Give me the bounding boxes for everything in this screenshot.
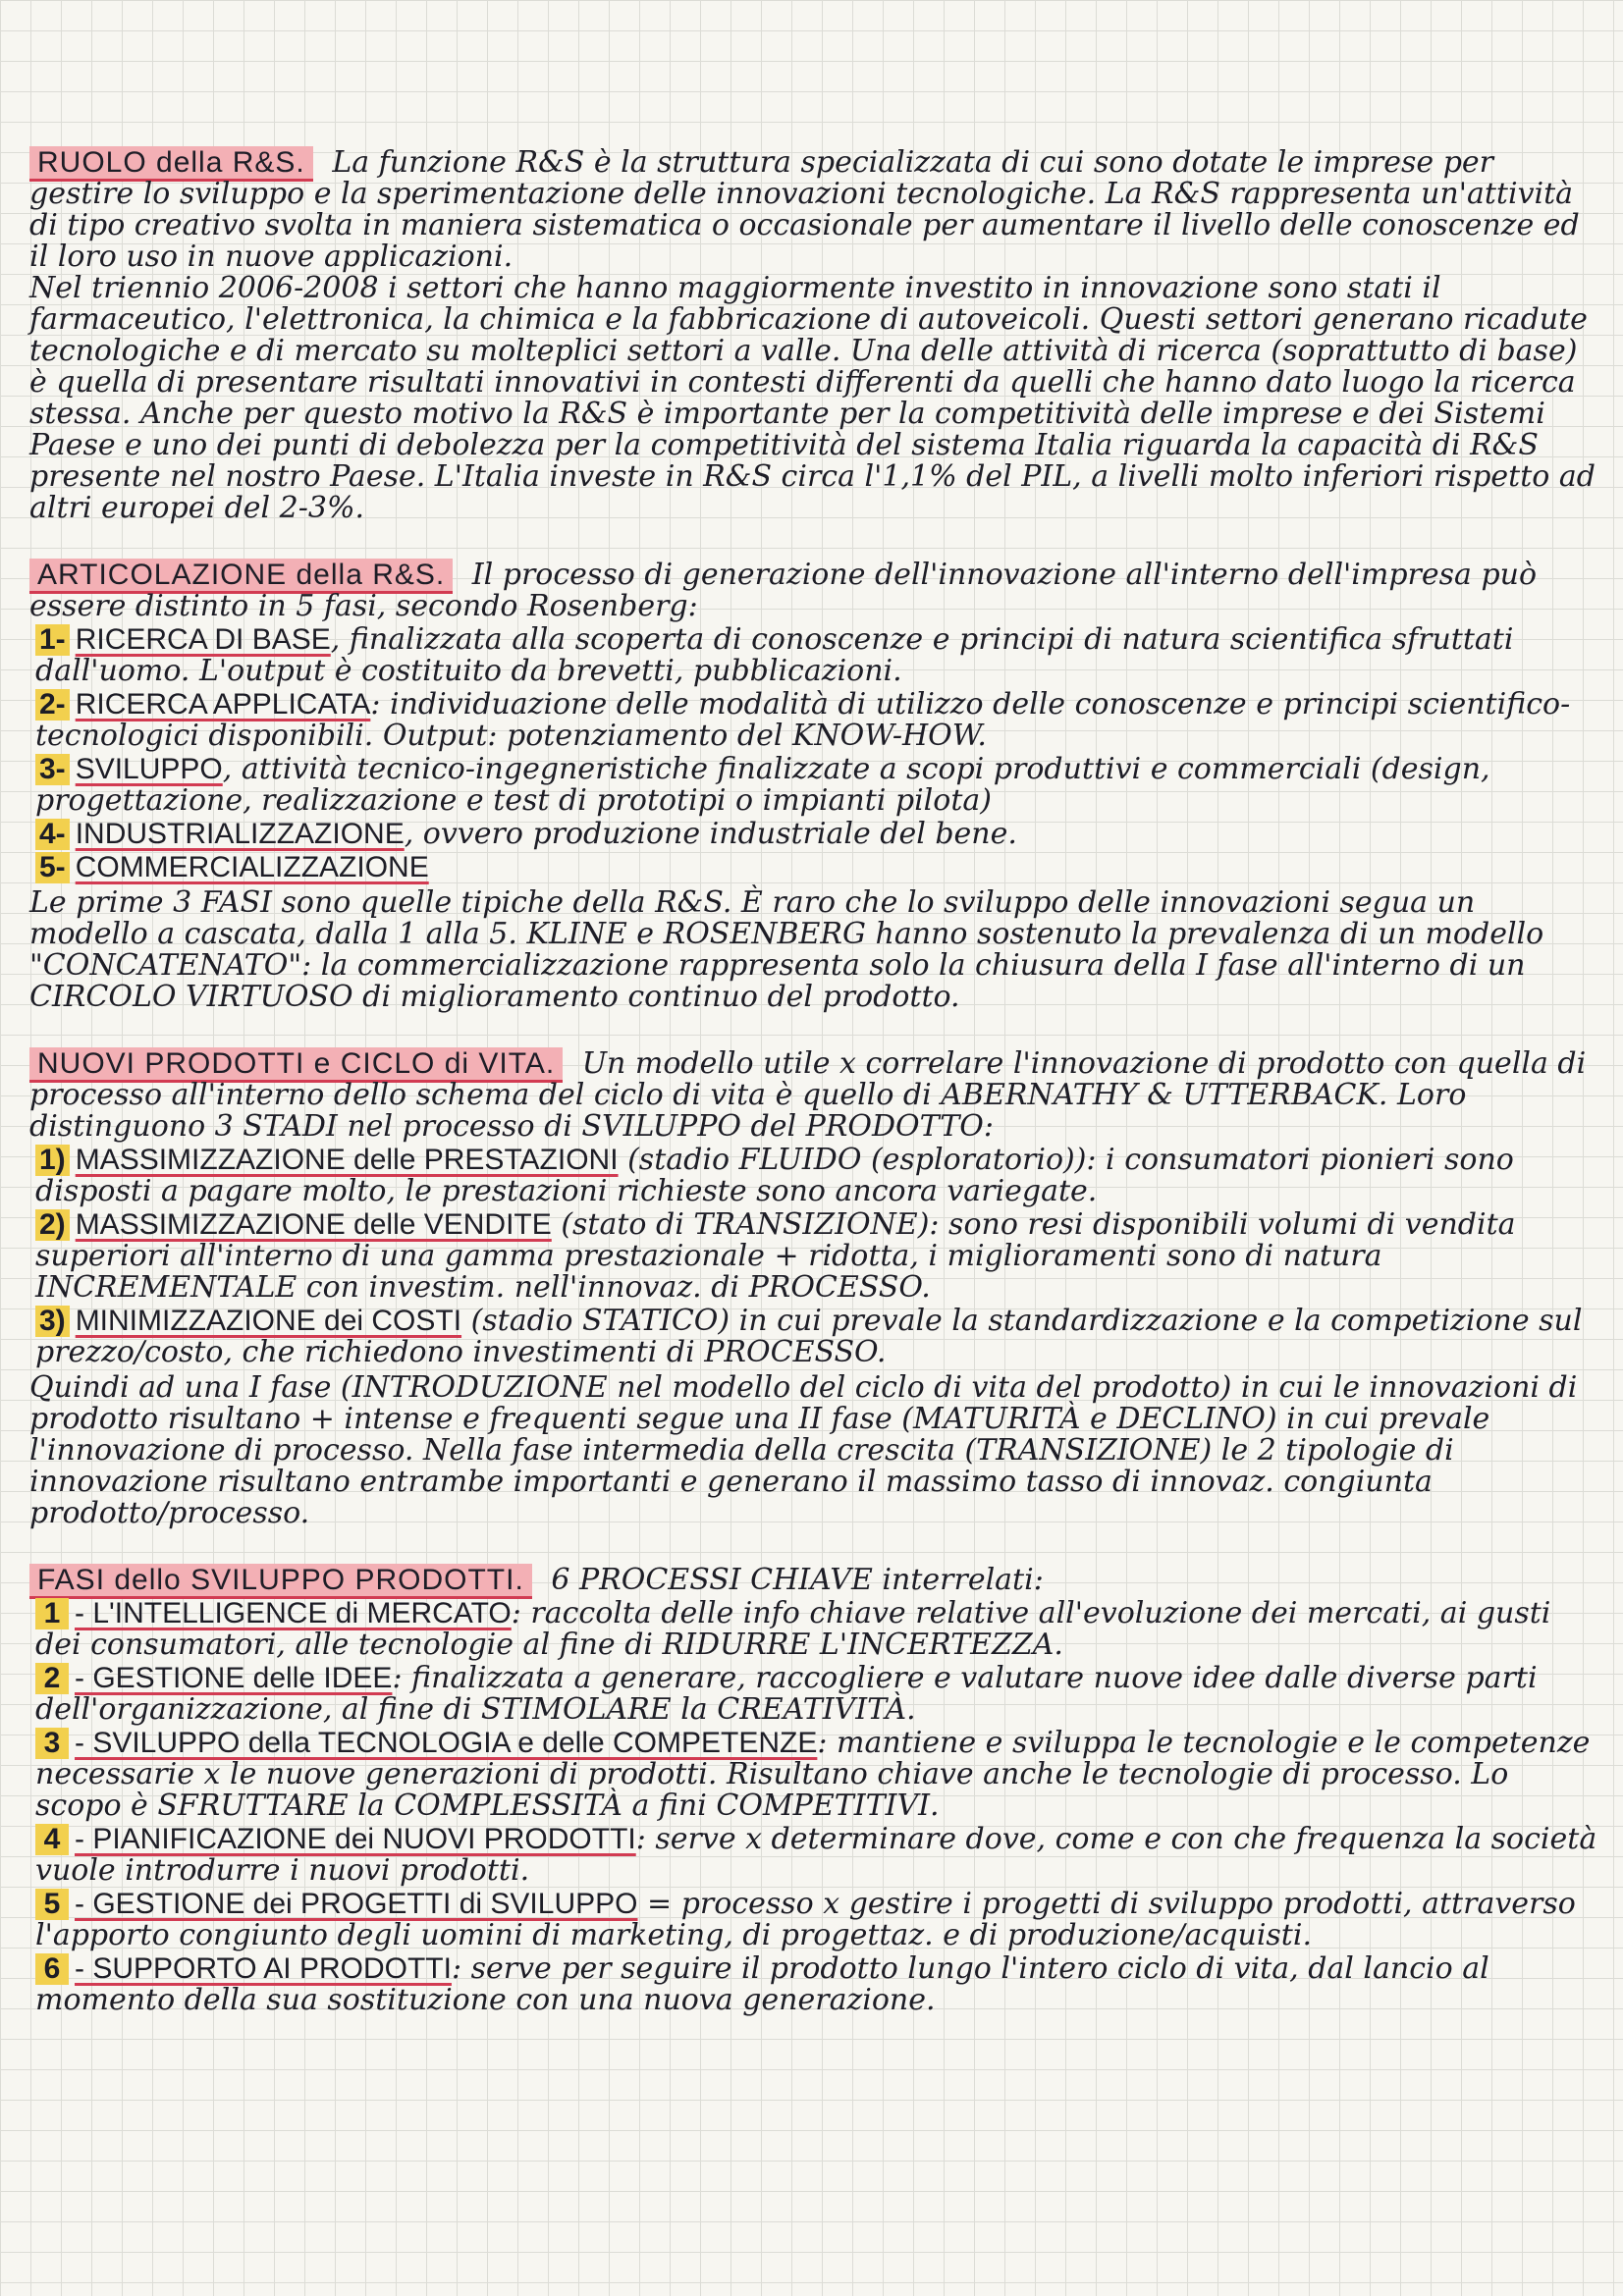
item-number: 2) [35, 1209, 70, 1241]
item-text: , finalizzata alla scoperta di conoscenze e principi di natura scientifica sfruttati dall'uomo. L'output è costituito da brevetti, pubblicazioni. [35, 622, 1514, 688]
section-nuovi-prodotti [29, 1048, 1600, 1529]
item-text: (stadio FLUIDO (esploratorio)): i consumatori pionieri sono disposti a pagare molto, le prestazioni richieste sono ancora variegate. [35, 1143, 1514, 1208]
item-label: RICERCA DI BASE [75, 623, 331, 656]
item-text: (stato di TRANSIZIONE): sono resi disponibili volumi di vendita superiori all'interno di una gamma prestazionale + ridotta, i miglioramenti sono di natura INCREMENTALE con investim. nell'innovaz. di PROCESSO. [35, 1207, 1516, 1305]
item-text: , ovvero produzione industriale del bene. [404, 817, 1017, 851]
list-item [29, 1598, 1600, 1661]
item-number: 5 [35, 1889, 69, 1920]
item-text: : serve x determinare dove, come e con che frequenza la società vuole introdurre i nuovi prodotti. [35, 1822, 1597, 1888]
list-item [29, 754, 1600, 817]
item-label: - GESTIONE delle IDEE [75, 1662, 393, 1694]
paragraph: 6 PROCESSI CHIAVE interrelati: [551, 1563, 1044, 1597]
item-number: 2- [35, 689, 70, 721]
item-text: , attività tecnico-ingegneristiche finalizzate a scopi produttivi e commerciali (design, progettazione, realizzazione e test di prototipi o impianti pilota) [35, 752, 1490, 818]
item-text: : finalizzata a generare, raccogliere e valutare nuove idee dalle diverse parti dell'organizzazione, al fine di STIMOLARE la CREATIVITÀ. [35, 1661, 1538, 1727]
item-label: SVILUPPO [75, 753, 223, 785]
item-number: 1 [35, 1598, 69, 1629]
section-title: ARTICOLAZIONE della R&S. [29, 559, 453, 594]
list-item [29, 1663, 1600, 1726]
item-label: INDUSTRIALIZZAZIONE [75, 818, 405, 850]
item-label: COMMERCIALIZZAZIONE [75, 851, 429, 883]
list-item [29, 1889, 1600, 1951]
item-text: : mantiene e sviluppa le tecnologie e le competenze necessarie x le nuove generazioni di prodotti. Risultano chiave anche le tecnologie di processo. Lo scopo è SFRUTTARE la COMPLESSITÀ a fini COMPETITIVI. [35, 1726, 1591, 1823]
item-label: MINIMIZZAZIONE dei COSTI [75, 1305, 462, 1337]
item-label: MASSIMIZZAZIONE delle VENDITE [75, 1208, 552, 1241]
list-item [29, 1953, 1600, 2016]
item-text: = processo x gestire i progetti di sviluppo prodotti, attraverso l'apporto congiunto degli uomini di marketing, di progettaz. e di produzione/acquisti. [35, 1887, 1576, 1952]
item-number: 6 [35, 1953, 69, 1985]
section-title: RUOLO della R&S. [29, 146, 313, 182]
list-item [29, 624, 1600, 687]
notes-page [29, 147, 1600, 2052]
list-item [29, 1306, 1600, 1368]
item-label: - SVILUPPO della TECNOLOGIA e delle COMPETENZE [75, 1727, 818, 1759]
item-label: - L'INTELLIGENCE di MERCATO [75, 1597, 512, 1629]
item-label: RICERCA APPLICATA [75, 688, 371, 721]
list-item [29, 1145, 1600, 1207]
item-number: 4- [35, 819, 70, 850]
list-item [29, 1728, 1600, 1822]
item-number: 3- [35, 754, 70, 785]
item-text: : serve per seguire il prodotto lungo l'intero ciclo di vita, dal lancio al momento della sua sostituzione con una nuova generazione. [35, 1951, 1489, 2017]
paragraph: Le prime 3 FASI sono quelle tipiche della R&S. È raro che lo sviluppo delle innovazioni segua un modello a cascata, dalla 1 alla 5. KLINE e ROSENBERG hanno sostenuto la prevalenza di un modello "CONCATENATO": la commercializzazione rappresenta solo la chiusura della I fase all'interno di un CIRCOLO VIRTUOSO di miglioramento continuo del prodotto. [29, 885, 1544, 1014]
section-title: NUOVI PRODOTTI e CICLO di VITA. [29, 1047, 563, 1083]
section-title: FASI dello SVILUPPO PRODOTTI. [29, 1564, 532, 1599]
list-item [29, 689, 1600, 752]
item-number: 3 [35, 1728, 69, 1759]
section-fasi-sviluppo [29, 1565, 1600, 2016]
list-item [29, 1209, 1600, 1304]
list-item [29, 852, 1600, 883]
section-articolazione [29, 560, 1600, 1013]
item-number: 3) [35, 1306, 70, 1337]
item-number: 5- [35, 852, 70, 883]
paragraph: Un modello utile x correlare l'innovazione di prodotto con quella di processo all'interno dello schema del ciclo di vita è quello di ABERNATHY & UTTERBACK. Loro distinguono 3 STADI nel processo di SVILUPPO del PRODOTTO: [29, 1046, 1587, 1144]
item-text: : raccolta delle info chiave relative all'evoluzione dei mercati, ai gusti dei consumatori, alle tecnologie al fine di RIDURRE L'INCERTEZZA. [35, 1596, 1551, 1662]
paragraph: Quindi ad una I fase (INTRODUZIONE nel modello del ciclo di vita del prodotto) in cui le innovazioni di prodotto risultano + intense e frequenti segue una II fase (MATURITÀ e DECLINO) in cui prevale l'innovazione di processo. Nella fase intermedia della crescita (TRANSIZIONE) le 2 tipologie di innovazione risultano entrambe importanti e generano il massimo tasso di innovaz. congiunta prodotto/processo. [29, 1370, 1578, 1530]
item-number: 4 [35, 1824, 69, 1855]
item-label: - PIANIFICAZIONE dei NUOVI PRODOTTI [75, 1823, 636, 1855]
item-number: 1) [35, 1145, 70, 1176]
item-label: - SUPPORTO AI PRODOTTI [75, 1952, 452, 1985]
item-text: (stadio STATICO) in cui prevale la standardizzazione e la competizione sul prezzo/costo, che richiedono investimenti di PROCESSO. [35, 1304, 1583, 1369]
paragraph: Nel triennio 2006-2008 i settori che hanno maggiormente investito in innovazione sono stati il farmaceutico, l'elettronica, la chimica e la fabbricazione di autoveicoli. Questi settori generano ricadute tecnologiche e di mercato su molteplici settori a valle. Una delle attività di ricerca (soprattutto di base) è quella di presentare risultati innovativi in contesti differenti da quelli che hanno dato luogo la ricerca stessa. Anche per questo motivo la R&S è importante per la competitività delle imprese e dei Sistemi Paese e uno dei punti di debolezza per la competitività del sistema Italia riguarda la capacità di R&S presente nel nostro Paese. L'Italia investe in R&S circa l'1,1% del PIL, a livelli molto inferiori rispetto ad altri europei del 2-3%. [29, 271, 1596, 525]
paragraph: La funzione R&S è la struttura specializzata di cui sono dotate le imprese per gestire lo sviluppo e la sperimentazione delle innovazioni tecnologiche. La R&S rappresenta un'attività di tipo creativo svolta in maniera sistematica o occasionale per aumentare il livello delle conoscenze ed il loro uso in nuove applicazioni. [29, 145, 1580, 274]
section-ruolo [29, 147, 1600, 524]
list-item [29, 819, 1600, 850]
list-item [29, 1824, 1600, 1887]
item-label: MASSIMIZZAZIONE delle PRESTAZIONI [75, 1144, 619, 1176]
paragraph: Il processo di generazione dell'innovazione all'interno dell'impresa può essere distinto in 5 fasi, secondo Rosenberg: [29, 558, 1538, 623]
item-number: 1- [35, 624, 70, 656]
item-text: : individuazione delle modalità di utilizzo delle conoscenze e principi scientifico-tecnologici disponibili. Output: potenziamento del KNOW-HOW. [35, 687, 1571, 753]
item-number: 2 [35, 1663, 69, 1694]
item-label: - GESTIONE dei PROGETTI di SVILUPPO [75, 1888, 638, 1920]
